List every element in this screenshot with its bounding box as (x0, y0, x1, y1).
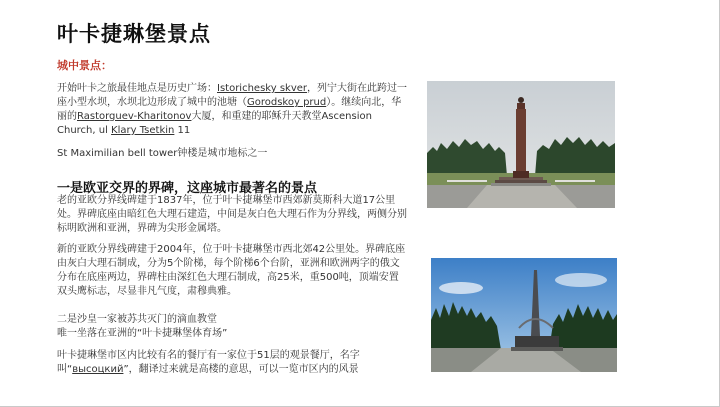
link-klary-tsetkin[interactable]: Klary Tsetkin (111, 125, 175, 136)
page-title: 叶卡捷琳堡景点 (57, 22, 211, 46)
link-rastorguev[interactable]: Rastorguev-Kharitonov (77, 111, 192, 122)
intro-text-i: 11 (174, 125, 191, 136)
restaurant-name: высоцкий (72, 364, 124, 375)
intro-text-a: 开始叶卡之旅最佳地点是历史广场： (57, 83, 217, 94)
intro-text-e: ）。继续向北，华丽的 (57, 97, 402, 122)
old-obelisk-paragraph: 老的亚欧分界线碑建于1837年，位于叶卡捷琳堡市西郊新莫斯科大道17公里处。界碑底座由暗红色大理石建造，中间是灰白色大理石作为分界线，两侧分别标明欧洲和亚洲，界碑为尖形金属塔。 (57, 195, 407, 234)
bell-tower-paragraph: St Maximilian bell tower钟楼是城市地标之一 (57, 148, 268, 159)
link-gorodskoy-prud[interactable]: Gorodskoy prud (247, 97, 327, 108)
link-istorichesky-skver[interactable]: Istorichesky skver (217, 83, 307, 94)
restaurant-text-a: 叶卡捷琳堡市区内比较有名的餐厅有一家位于51层的观景餐厅，名字叫“ (57, 350, 360, 375)
old-obelisk-image (427, 81, 615, 208)
intro-text-g: 大厦，和重建的耶稣升天教堂Ascension Church, ul (57, 111, 372, 136)
restaurant-paragraph (57, 349, 412, 377)
intro-text-c: ，列宁大街在此跨过一座小型水坝，水坝北边形成了城中的池塘（ (57, 83, 407, 108)
old-obelisk-photo (427, 81, 615, 208)
new-obelisk-photo (431, 258, 617, 372)
intro-paragraph (57, 82, 407, 138)
stadium-line: 唯一坐落在亚洲的“叶卡捷琳堡体育场” (57, 328, 228, 339)
church-line: 二是沙皇一家被苏共灭门的滴血教堂 (57, 314, 217, 325)
restaurant-text-c: ”，翻译过来就是高楼的意思，可以一览市区内的风景 (123, 364, 359, 375)
section-label: 城中景点： (57, 59, 112, 72)
church-stadium-paragraph (57, 313, 407, 341)
new-obelisk-image (431, 258, 617, 372)
new-obelisk-paragraph: 新的亚欧分界线碑建于2004年，位于叶卡捷琳堡市西北郊42公里处。界碑底座由灰白大理石制成，分为5个阶梯，每个阶梯6个台阶，亚洲和欧洲两字的俄文分布在底座两边，界碑柱由深红色大理石制成，高25米，重500吨，顶端安置双头鹰标志，尽显非凡气度，肃穆典雅。 (57, 244, 406, 297)
boundary-heading: 一是欧亚交界的界碑，这座城市最著名的景点 (57, 181, 318, 196)
